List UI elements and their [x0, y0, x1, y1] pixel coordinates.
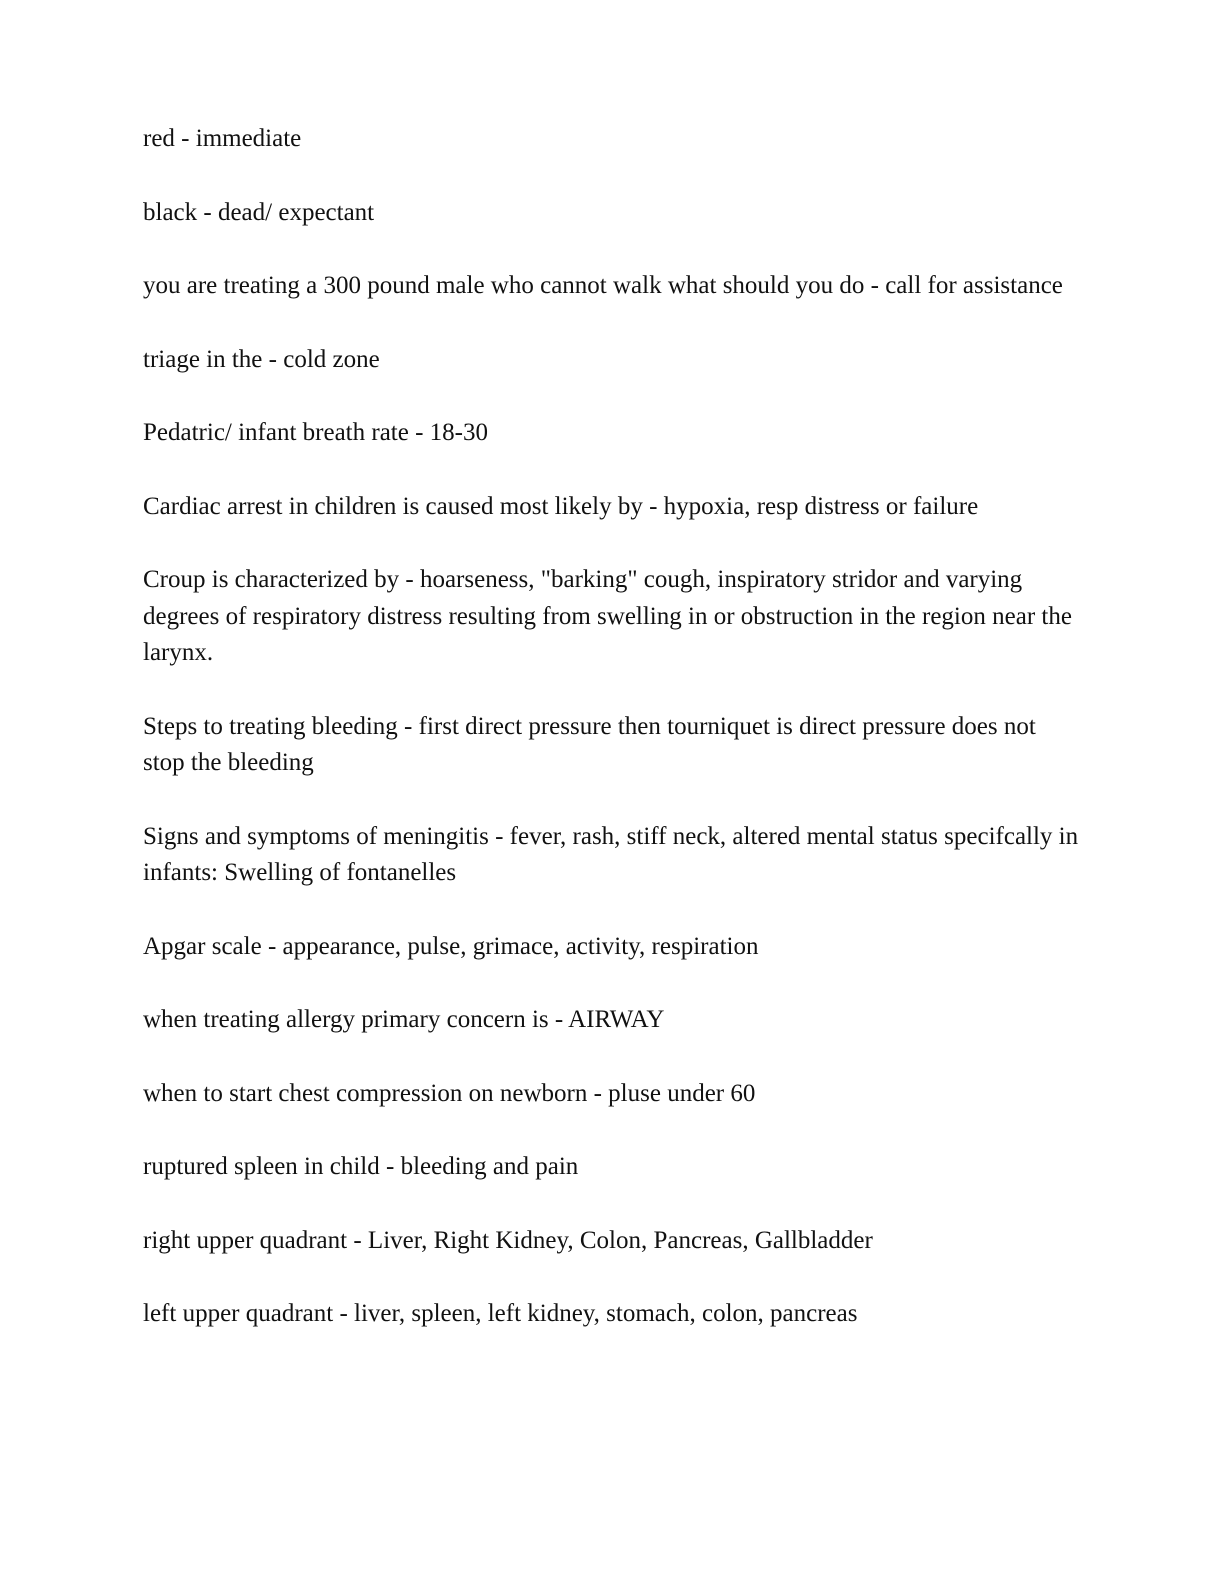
note-entry: you are treating a 300 pound male who cannot walk what should you do - call for assistance — [143, 272, 1063, 299]
note-entry: Croup is characterized by - hoarseness, "barking" cough, inspiratory stridor and varying degrees of respiratory distress resulting from swelling in or obstruction in the region near the larynx. — [143, 566, 1072, 666]
note-entry: red - immediate — [143, 125, 302, 152]
note-entry: Steps to treating bleeding - first direct pressure then tourniquet is direct pressure does not stop the bleeding — [143, 712, 1036, 776]
note-entry: when treating allergy primary concern is - AIRWAY — [143, 1006, 665, 1033]
note-entry: triage in the - cold zone — [143, 345, 380, 373]
note-entry: Cardiac arrest in children is caused most likely by - hypoxia, resp distress or failure — [143, 492, 979, 520]
note-entry: right upper quadrant - Liver, Right Kidney, Colon, Pancreas, Gallbladder — [143, 1226, 873, 1254]
note-entry: Pedatric/ infant breath rate - 18-30 — [143, 419, 488, 446]
note-entry: black - dead/ expectant — [143, 198, 375, 226]
note-entry: left upper quadrant - liver, spleen, left kidney, stomach, colon, pancreas — [143, 1300, 858, 1327]
note-entry: Signs and symptoms of meningitis - fever, rash, stiff neck, altered mental status specifcally in infants: Swelling of fontanelles — [143, 822, 1079, 886]
note-entry: ruptured spleen in child - bleeding and pain — [143, 1153, 579, 1180]
note-entry: when to start chest compression on newborn - pluse under 60 — [143, 1079, 756, 1107]
note-entry: Apgar scale - appearance, pulse, grimace, activity, respiration — [143, 932, 759, 960]
notes-body — [143, 121, 1083, 1370]
